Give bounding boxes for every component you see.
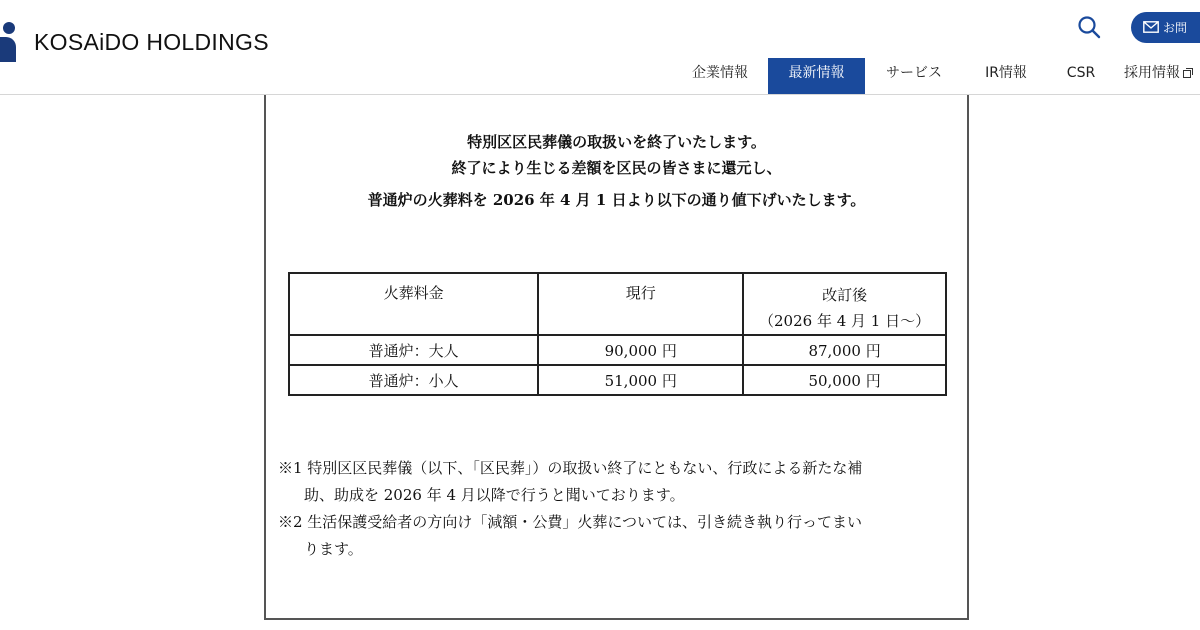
- nav-item-recruit-label: 採用情報: [1124, 65, 1180, 81]
- header-cell-fee: 火葬料金: [289, 273, 538, 335]
- footnote-2-continued: ります。: [304, 540, 363, 558]
- external-link-icon: [1183, 68, 1193, 78]
- cell-current: 90,000 円: [538, 335, 743, 365]
- contact-button[interactable]: [1131, 12, 1200, 43]
- logo-mark-icon: [0, 22, 18, 62]
- nav-item-recruit[interactable]: [1118, 58, 1200, 94]
- cremation-fee-table: [288, 272, 947, 396]
- table-row: [289, 335, 946, 365]
- nav-item-company[interactable]: 企業情報: [692, 65, 748, 81]
- header-cell-revised-label: 改訂後: [822, 286, 868, 304]
- mail-icon: [1143, 21, 1159, 33]
- heading-line: 終了により生じる差額を区民の皆さまに還元し、: [451, 159, 782, 177]
- nav-item-ir[interactable]: IR情報: [985, 65, 1027, 81]
- table-header-row: [289, 273, 946, 335]
- site-header: [0, 0, 1200, 95]
- cell-revised: 87,000 円: [743, 335, 946, 365]
- nav-item-news[interactable]: 最新情報: [768, 58, 865, 94]
- nav-item-services[interactable]: サービス: [886, 65, 942, 81]
- header-cell-revised-date: （2026 年 4 月 1 日〜）: [759, 312, 931, 330]
- cell-current: 51,000 円: [538, 365, 743, 395]
- footnote-1-continued: 助、助成を 2026 年 4 月以降で行うと聞いております。: [304, 486, 685, 504]
- footnote-2: ※2 生活保護受給者の方向け「減額・公費」火葬については、引き続き執り行ってまい: [278, 513, 863, 531]
- cell-category: 普通炉：大人: [289, 335, 538, 365]
- heading-line: 普通炉の火葬料を 2026 年 4 月 1 日より以下の通り値下げいたします。: [367, 191, 866, 209]
- header-cell-revised: [743, 273, 946, 335]
- footnote-1: ※1 特別区区民葬儀（以下、「区民葬」）の取扱い終了にともない、行政による新たな補: [278, 459, 863, 477]
- heading-line: 特別区区民葬儀の取扱いを終了いたします。: [467, 133, 766, 151]
- logo-text: KOSAiDO HOLDINGS: [34, 28, 269, 55]
- cell-revised: 50,000 円: [743, 365, 946, 395]
- cell-category: 普通炉：小人: [289, 365, 538, 395]
- contact-button-label: お問: [1163, 21, 1188, 35]
- announcement-document: [264, 95, 969, 620]
- footnotes: [278, 455, 958, 563]
- header-cell-current: 現行: [538, 273, 743, 335]
- table-row: [289, 365, 946, 395]
- site-logo[interactable]: [0, 22, 269, 62]
- nav-item-csr[interactable]: CSR: [1066, 65, 1096, 81]
- search-icon[interactable]: [1076, 14, 1102, 40]
